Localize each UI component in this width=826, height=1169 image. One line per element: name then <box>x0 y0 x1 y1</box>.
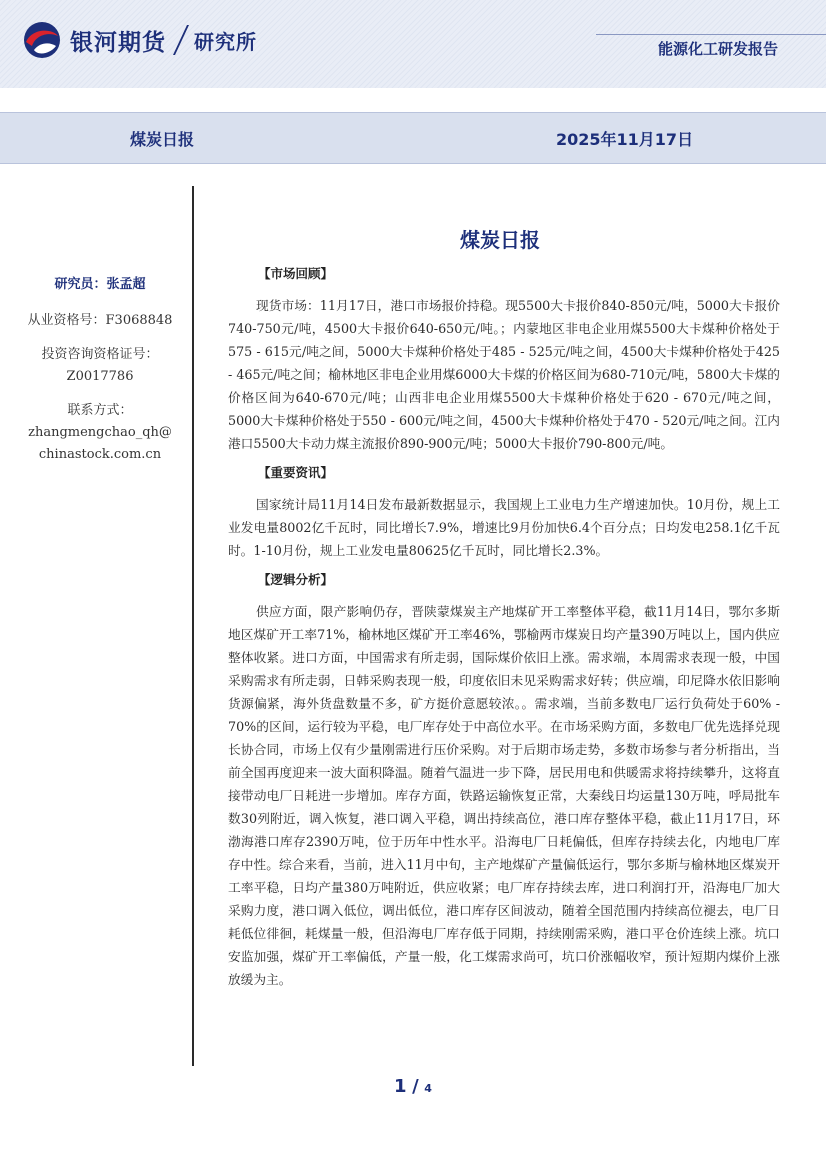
page-indicator <box>0 1076 826 1097</box>
logo-divider <box>173 25 189 55</box>
column-divider <box>192 186 194 1066</box>
department-label: 能源化工研发报告 <box>657 40 778 58</box>
current-page: 1 <box>394 1076 407 1097</box>
galaxy-logo-icon <box>22 20 62 60</box>
institute-name: 研究所 <box>194 29 257 54</box>
total-pages: 4 <box>424 1082 432 1095</box>
email-line-1: zhangmengchao_qh@ <box>28 425 172 440</box>
section-text-logic-analysis: 供应方面，限产影响仍存，晋陕蒙煤炭主产地煤矿开工率整体平稳，截11月14日，鄂尔多斯地区煤矿开工率71%，榆林地区煤矿开工率46%，鄂榆两市煤炭日均产量390万吨以上，国内供应整体收紧。进口方面，中国需求有所走弱，国际煤价依旧上涨。需求端，本周需求表现一般，中国采购需求有所走弱，日韩采购表现一般，印度依旧未见采购需求好转；供应端，印尼降水依旧影响货源偏紧，海外货盘数量不多，矿方挺价意愿较浓。。需求端，当前多数电厂运行负荷处于60% - 70%的区间，运行较为平稳，电厂库存处于中高位水平。在市场采购方面，多数电厂优先选择兑现长协合同，市场上仅有少量刚需进行压价采购。对于后期市场走势，多数市场参与者分析指出，当前全国再度迎来一波大面积降温。随着气温进一步下降，居民用电和供暖需求将持续攀升，这将直接带动电厂日耗进一步增加。库存方面，铁路运输恢复正常，大秦线日均运量130万吨，呼局批车数30列附近，调入恢复，港口调入平稳，调出持续高位，港口库存整体平稳，截止11月17日，环渤海港口库存2390万吨，位于历年中性水平。沿海电厂日耗偏低，但库存持续去化，内地电厂库存中性。综合来看，当前，进入11月中旬，主产地煤矿产量偏低运行，鄂尔多斯与榆林地区煤炭开工率平稳，日均产量380万吨附近，供应收紧；电厂库存持续去库，进口利润打开，沿海电厂加大采购力度，港口调入低位，调出低位，港口库存区间波动，随着全国范围内持续高位褪去，电厂日耗低位徘徊，耗煤量一般，但沿海电厂库存低于同期，持续刚需采购，港口平仓价连续上涨。坑口安监加强，煤矿开工率偏低，产量一般，化工煤需求尚可，坑口价涨幅收窄，预计短期内煤价上涨放缓为主。 <box>228 604 780 987</box>
header-divider <box>596 34 826 35</box>
advisory-label: 投资咨询资格证号： <box>41 347 159 362</box>
email-line-2: chinastock.com.cn <box>38 447 162 462</box>
report-date: 2025年11月17日 <box>556 130 694 149</box>
company-logo <box>22 18 257 62</box>
section-heading-market-review: 【市场回顾】 <box>258 266 334 281</box>
report-body <box>228 264 780 999</box>
author-sidebar <box>14 274 186 466</box>
section-text-key-news: 国家统计局11月14日发布最新数据显示，我国规上工业电力生产增速加快。10月份，规上工业发电量8002亿千瓦时，同比增长7.9%，增速比9月份加快6.4个百分点；日均发电258.1亿千瓦时。1-10月份，规上工业发电量80625亿千瓦时，同比增长2.3%。 <box>228 497 780 558</box>
report-title-band <box>0 112 826 164</box>
license-number: 从业资格号：F3068848 <box>27 313 173 328</box>
researcher-name: 研究员：张孟超 <box>54 277 146 292</box>
page-title: 煤炭日报 <box>460 228 540 252</box>
section-heading-logic-analysis: 【逻辑分析】 <box>258 572 334 587</box>
page-separator: / <box>412 1076 419 1097</box>
advisory-number: Z0017786 <box>66 369 134 384</box>
report-title: 煤炭日报 <box>130 130 195 149</box>
section-heading-key-news: 【重要资讯】 <box>258 465 334 480</box>
company-name: 银河期货 <box>70 29 166 56</box>
contact-label: 联系方式： <box>67 403 133 418</box>
section-text-market-review: 现货市场：11月17日，港口市场报价持稳。现5500大卡报价840-850元/吨，5000大卡报价740-750元/吨，4500大卡报价640-650元/吨。；内蒙地区非电企业用煤5500大卡煤种价格处于575 - 615元/吨之间，5000大卡煤种价格处于485 - 525元/吨之间，4500大卡煤种价格处于425 - 465元/吨之间；榆林地区非电企业用煤6000大卡煤的价格区间为680-710元/吨，5800大卡煤的价格区间为640-670元/吨；山西非电企业用煤5500大卡煤种价格处于620 - 670元/吨之间，5000大卡煤种价格处于550 - 600元/吨之间，4500大卡煤种价格处于470 - 520元/吨之间。江内港口5500大卡动力煤主流报价890-900元/吨；5000大卡报价790-800元/吨。 <box>228 298 780 451</box>
